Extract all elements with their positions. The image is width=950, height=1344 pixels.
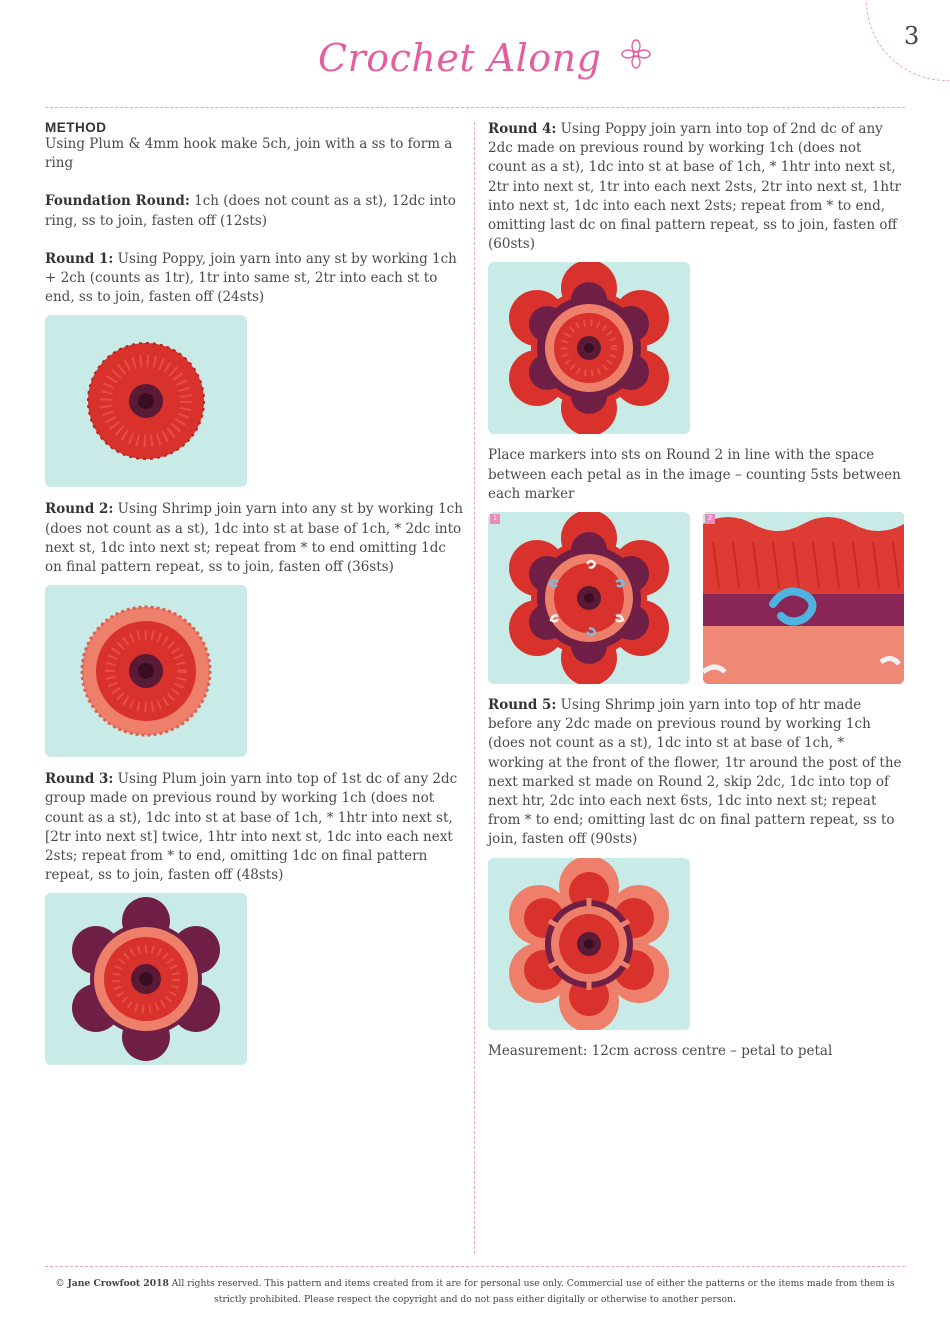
round-2-label: Round 2: <box>45 501 114 518</box>
measurement-text: Measurement: 12cm across centre – petal to petal <box>488 1042 833 1059</box>
round-1-label: Round 1: <box>45 250 114 267</box>
marker-photo-closeup <box>703 512 904 684</box>
foundation-round-text: 1ch (does not count as a st), 12dc into ring, ss to join, fasten off (12sts) <box>45 193 456 229</box>
round-3-text: Using Plum join yarn into top of 1st dc of any 2dc group made on previous round by working 1ch (does not count as a st), 1dc into st at base of 1ch, * 1htr into next st, [2tr into next st] twice, 1htr into next st, 1dc into each next 2sts; repeat from * to end, omitting 1dc on final pattern repeat, ss to join, fasten off (48sts) <box>45 771 458 884</box>
round-2-photo <box>45 585 247 757</box>
column-divider <box>474 122 475 1254</box>
copyright-owner: Jane Crowfoot 2018 <box>67 1278 169 1289</box>
round-5-text: Using Shrimp join yarn into top of htr made before any 2dc made on previous round by working 1ch (does not count as a st), 1dc into st at base of 1ch, * working at the front of the flower, 1tr around the post of the next marked st made on Round 2, skip 2dc, 1dc into top of next htr, 2dc into each next 6sts, 1dc into next st; repeat from * to end; omitting last dc on final pattern repeat, ss to join, fasten off (90sts) <box>488 697 902 848</box>
marker-photo-overview <box>488 512 690 684</box>
round-4-photo <box>488 262 690 434</box>
photo-number-badge: 1 <box>490 514 500 524</box>
round-3 <box>45 770 463 885</box>
round-1-text: Using Poppy, join yarn into any st by working 1ch + 2ch (counts as 1tr), 1tr into same st, 2tr into each st to end, ss to join, fasten off (24sts) <box>45 250 457 306</box>
flower-icon <box>620 38 652 70</box>
markers-instruction: Place markers into sts on Round 2 in line with the space between each petal as in the image – counting 5sts between each marker <box>488 447 901 502</box>
marker-photos <box>488 512 904 684</box>
foundation-round-label: Foundation Round: <box>45 193 190 210</box>
copyright-footer <box>45 1276 905 1308</box>
round-1 <box>45 250 463 308</box>
round-2-text: Using Shrimp join yarn into any st by working 1ch (does not count as a st), 1dc into st at base of 1ch, * 2dc into next st, 1dc into next st; repeat from * to end omitting 1dc on final pattern repeat, ss to join, fasten off (36sts) <box>45 501 463 576</box>
copyright-text: All rights reserved. This pattern and items created from it are for personal use only. Commercial use of either the patterns or the items made from them is strictly prohibited. Please respect the copyright and do not pass either digitally or otherwise to another person. <box>168 1278 895 1305</box>
copyright-symbol: © <box>55 1278 65 1289</box>
round-4-text: Using Poppy join yarn into top of 2nd dc of any 2dc made on previous round by working 1ch (does not count as a st), 1dc into st at base of 1ch, * 1htr into next st, 2tr into next st, 1tr into each next 2sts, 2tr into next st, 1htr into next st, 1dc into each next 2sts; repeat from * to end, omitting last dc on final pattern repeat, ss to join, fasten off (60sts) <box>488 121 901 253</box>
round-4-label: Round 4: <box>488 121 557 137</box>
left-column <box>45 120 463 1065</box>
round-1-photo <box>45 315 247 487</box>
round-5-label: Round 5: <box>488 697 557 714</box>
page-number: 3 <box>904 22 920 50</box>
round-2 <box>45 500 463 577</box>
header-divider <box>45 107 905 108</box>
photo-number-badge: 2 <box>705 514 715 524</box>
round-3-label: Round 3: <box>45 771 114 788</box>
round-3-photo <box>45 893 247 1065</box>
round-5-photo <box>488 858 690 1030</box>
method-text: Using Plum & 4mm hook make 5ch, join with a ss to form a ring <box>45 136 453 172</box>
footer-divider <box>45 1266 905 1267</box>
crochet-along-logo: Crochet Along <box>318 36 602 80</box>
round-5 <box>488 696 904 850</box>
right-column <box>488 120 904 1061</box>
round-4 <box>488 120 904 254</box>
foundation-round <box>45 192 463 230</box>
method-heading: METHOD <box>45 120 107 135</box>
